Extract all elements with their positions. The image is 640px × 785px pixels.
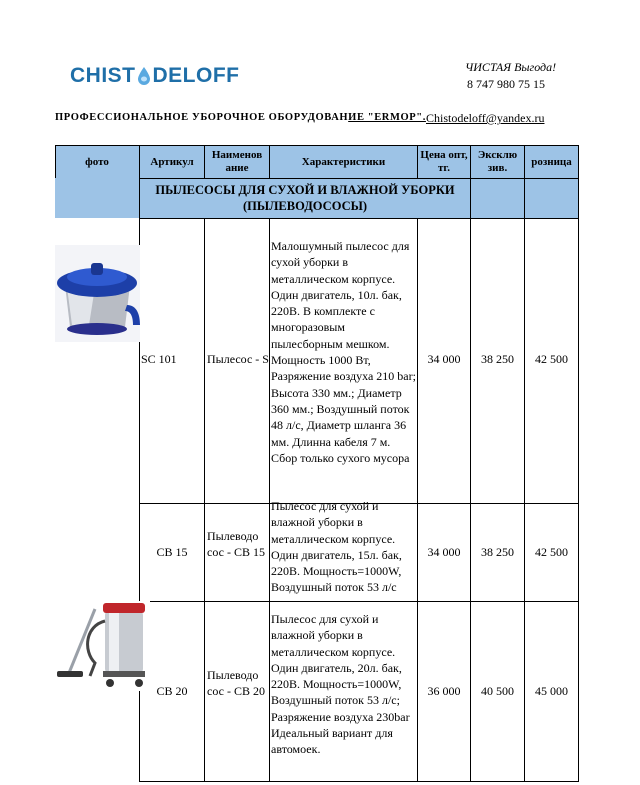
row3-article: CB 20 [156, 684, 188, 698]
grid-line [140, 781, 579, 782]
subtitle-tail: ИЕ "ERMOP". [348, 112, 426, 123]
slogan: ЧИСТАЯ Выгода! [465, 60, 557, 74]
grid-line [140, 178, 579, 179]
grid-line [269, 218, 270, 782]
row1-retail: 42 500 [535, 352, 568, 366]
row2-name: Пылеводо сос - CB 15 [207, 529, 265, 559]
logo-text-right: DELOFF [152, 64, 240, 87]
vacuum-cb-image [55, 601, 150, 691]
subtitle [55, 112, 426, 123]
vacuum-sc101-image [55, 245, 140, 342]
row3-characteristics: Пылесос для сухой и влажной уборки в металлическом корпусе. Один двигатель, 20л. бак, 220В. Мощность=1000W, Воздушный поток 53 л/с; Разряжение воздуха 230bar Идеальный вариант для автомоек. [271, 612, 410, 757]
phone-number: 8 747 980 75 15 [467, 77, 545, 91]
col-header-photo: фото [85, 155, 109, 168]
row1-characteristics: Малошумный пылесос для сухой уборки в металлическом корпусе. Один двигатель, 10л. бак, 220В. В комплекте с многоразовым пылесборным мешком. Мощность 1000 Вт, Разряжение воздуха 210 bar; Высота 330 мм.; Диаметр 360 мм.; Воздушный поток 48 л/с, Диаметр шланга 36 мм. Длинна кабеля 7 м. Сбор только сухого мусора [271, 239, 416, 465]
section-title: ПЫЛЕСОСЫ ДЛЯ СУХОЙ И ВЛАЖНОЙ УБОРКИ (ПЫЛЕВОДОСОСЫ) [140, 178, 470, 218]
col-header-retail: розница [531, 155, 572, 168]
row1-article: SC 101 [141, 352, 177, 366]
row2-exclusive: 38 250 [481, 545, 514, 559]
row1-exclusive: 38 250 [481, 352, 514, 366]
grid-line [140, 218, 579, 219]
grid-line [578, 145, 579, 782]
brand-logo [70, 62, 240, 90]
col-header-exclusive: Эксклю зив. [477, 149, 518, 174]
grid-line [55, 145, 56, 178]
email-link[interactable]: Chistodeloff@yandex.ru [426, 111, 545, 125]
row3-name: Пылеводо сос - CB 20 [207, 668, 265, 698]
row3-retail: 45 000 [535, 684, 568, 698]
row2-article: CB 15 [156, 545, 188, 559]
col-header-article: Артикул [150, 155, 194, 168]
col-header-name: Наименов ание [211, 149, 263, 174]
row2-price-wholesale: 34 000 [427, 545, 461, 559]
logo-text-left: CHIST [70, 64, 136, 87]
grid-line [204, 218, 205, 782]
subtitle-main: ПРОФЕССИОНАЛЬНОЕ УБОРОЧНОЕ ОБОРУДОВАН [55, 112, 349, 123]
row2-retail: 42 500 [535, 545, 568, 559]
grid-line [204, 145, 205, 178]
grid-line [417, 145, 418, 178]
col-header-characteristics: Характеристики [301, 155, 386, 168]
col-header-price: Цена опт, тг. [420, 149, 468, 174]
row2-characteristics: Пылесос для сухой и влажной уборки в металлическом корпусе. Один двигатель, 15л. бак, 220В. Мощность=1000W, Воздушный поток 53 л/с [271, 499, 402, 595]
row1-name: Пылесос - S [207, 352, 269, 366]
row3-price-wholesale: 36 000 [427, 684, 461, 698]
water-drop-icon [138, 67, 150, 85]
grid-line [55, 145, 579, 146]
row3-exclusive: 40 500 [481, 684, 514, 698]
row1-price-wholesale: 34 000 [427, 352, 461, 366]
grid-line [269, 145, 270, 178]
